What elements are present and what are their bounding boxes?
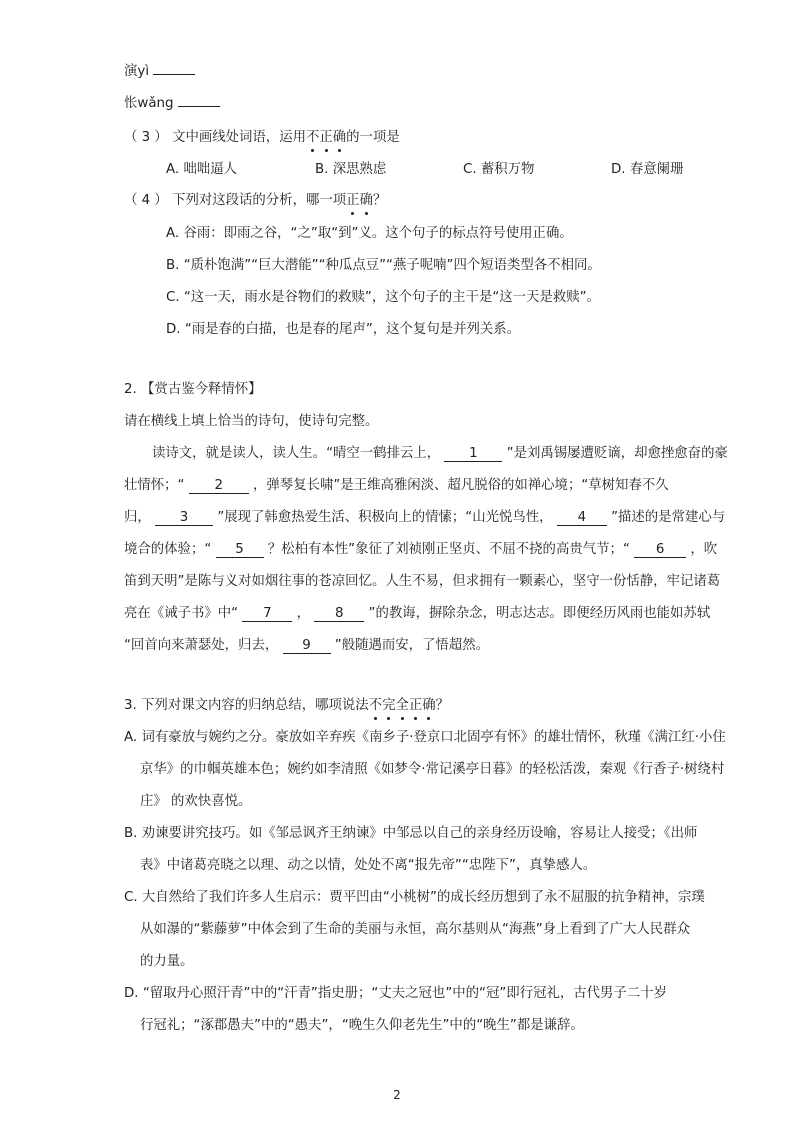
page-number: 2 [393, 1088, 401, 1102]
option-c-line: 的力量。 [140, 954, 194, 969]
text: ”描述的是常建心与 [611, 510, 726, 525]
stem-text: 下列对这段话的分析，哪一项 [172, 193, 347, 208]
pinyin-label: 怅wǎng [124, 96, 174, 111]
option-a: A. 谷雨：即雨之谷，“之”取“到”义。这个句子的标点符号使用正确。 [166, 226, 573, 241]
option-b-line: 表》中诸葛亮晓之以理、动之以情，处处不离“报先帝”“忠陛下”，真挚感人。 [140, 858, 597, 873]
question-3-main-stem [124, 697, 449, 715]
option-c: C. 蓄积万物 [463, 162, 535, 177]
text: ？松柏有本性”象征了刘祯刚正坚贞、不屈不挠的高贵气节；“ [267, 542, 630, 557]
text: 境合的体验；“ [124, 542, 212, 557]
option-d-line: D. “留取丹心照汗青”中的“汗青”指史册；“丈夫之冠也”中的“冠”即行冠礼，古代男子二十岁 [124, 986, 667, 1001]
poem-paragraph-line [124, 605, 710, 623]
text: ， [296, 606, 310, 621]
blank-2: 2 [189, 478, 249, 494]
option-b: B. “质朴饱满”“巨大潜能”“种瓜点豆”“燕子呢喃”四个短语类型各不相同。 [166, 258, 601, 273]
emphasis-char: 确 [332, 130, 347, 145]
stem-text: 的一项是 [346, 130, 400, 145]
question-number: （ 3 ） [124, 130, 168, 145]
poem-paragraph-line [124, 509, 725, 527]
section-2-heading: 2. 【赏古鉴今释情怀】 [124, 382, 262, 397]
question-number: （ 4 ） [124, 193, 168, 208]
emphasis-char: 正 [408, 698, 423, 713]
text: 壮情怀；“ [124, 478, 185, 493]
option-c: C. “这一天，雨水是谷物们的救赎”，这个句子的主干是“这一天是救赎”。 [166, 290, 600, 305]
question-4-stem [124, 192, 386, 210]
option-c-line: 从如瀑的“紫藤萝”中体会到了生命的美丽与永恒，高尔基则从“海燕”身上看到了广大人民群众 [140, 922, 690, 937]
poem-paragraph-line [124, 637, 489, 655]
pinyin-changwang [124, 95, 220, 113]
answer-blank [153, 74, 195, 75]
text: ”的教诲，摒除杂念，明志达志。即便经历风雨也能如苏轼 [368, 606, 711, 621]
blank-9: 9 [283, 638, 331, 654]
text: “回首向来萧瑟处，归去， [124, 638, 279, 653]
stem-text: ？ [372, 193, 387, 208]
text: 归， [124, 510, 151, 525]
emphasis-char: 确 [359, 193, 373, 208]
poem-paragraph-line [124, 477, 669, 495]
text: 亮在《诫子书》中“ [124, 606, 239, 621]
text: ”般随遇而安，了悟超然。 [334, 638, 489, 653]
pinyin-label: 演yì [124, 64, 150, 79]
blank-3: 3 [155, 510, 213, 526]
poem-paragraph-line [124, 541, 717, 559]
option-a-line: 庄》 的欢快喜悦。 [140, 794, 252, 809]
question-3-stem [124, 129, 400, 147]
emphasis-char: 全 [395, 698, 409, 713]
emphasis-char: 确 [422, 698, 436, 713]
text: ，吹 [690, 542, 718, 557]
option-b-line: B. 劝谏要讲究技巧。如《邹忌讽齐王纳谏》中邹忌以自己的亲身经历设喻，容易让人接受；《出师 [124, 826, 698, 841]
option-d: D. 春意阑珊 [611, 162, 684, 177]
option-a-line: A. 词有豪放与婉约之分。豪放如辛弃疾《南乡子·登京口北固亭有怀》的雄壮情怀，秋瑾《满江红·小住 [124, 730, 726, 745]
option-c-line: C. 大自然给了我们许多人生启示：贾平凹由“小桃树”的成长经历想到了永不屈服的抗争精神，宗璞 [124, 890, 705, 905]
poem-paragraph-line: 笛到天明”是陈与义对如烟往事的苍凉回忆。人生不易，但求拥有一颗素心，坚守一份恬静，牢记诸葛 [124, 574, 721, 589]
emphasis-char: 不 [368, 698, 383, 713]
option-d: D. “雨是春的白描，也是春的尾声”，这个复句是并列关系。 [166, 322, 521, 337]
option-a: A. 咄咄逼人 [166, 162, 237, 177]
blank-1: 1 [444, 446, 502, 462]
pinyin-yanyi [124, 63, 195, 81]
blank-6: 6 [634, 542, 686, 558]
text: ”展现了韩愈热爱生活、积极向上的情愫；“山光悦鸟性， [217, 510, 553, 525]
emphasis-char: 完 [382, 698, 396, 713]
section-2-instruction: 请在横线上填上恰当的诗句，使诗句完整。 [124, 414, 379, 429]
text: 读诗文，就是读人，读人生。“晴空一鹤排云上， [152, 446, 441, 461]
blank-7: 7 [242, 606, 292, 622]
option-b: B. 深思熟虑 [315, 162, 387, 177]
emphasis-char: 正 [346, 193, 360, 208]
option-d-line: 行冠礼；“涿郡愚夫”中的“愚夫”，“晚生久仰老先生”中的“晚生”都是谦辞。 [140, 1018, 584, 1033]
blank-5: 5 [216, 542, 264, 558]
stem-text: 文中画线处词语，运用 [172, 130, 306, 145]
text: ”是刘禹锡屡遭贬谪，却愈挫愈奋的豪 [506, 446, 728, 461]
emphasis-char: 正 [319, 130, 333, 145]
answer-blank [178, 106, 220, 107]
blank-8: 8 [314, 606, 364, 622]
blank-4: 4 [557, 510, 607, 526]
stem-text: ？ [435, 698, 450, 713]
emphasis-char: 不 [306, 130, 320, 145]
text: ，弹琴复长啸”是王维高雅闲淡、超凡脱俗的如禅心境；“草树知春不久 [253, 478, 669, 493]
option-a-line: 京华》的巾帼英雄本色；婉约如李清照《如梦令·常记溪亭日暮》的轻松活泼，秦观《行香子·树绕村 [140, 762, 725, 777]
stem-text: 3. 下列对课文内容的归纳总结，哪项说法 [124, 698, 369, 713]
poem-paragraph-line [152, 445, 728, 463]
